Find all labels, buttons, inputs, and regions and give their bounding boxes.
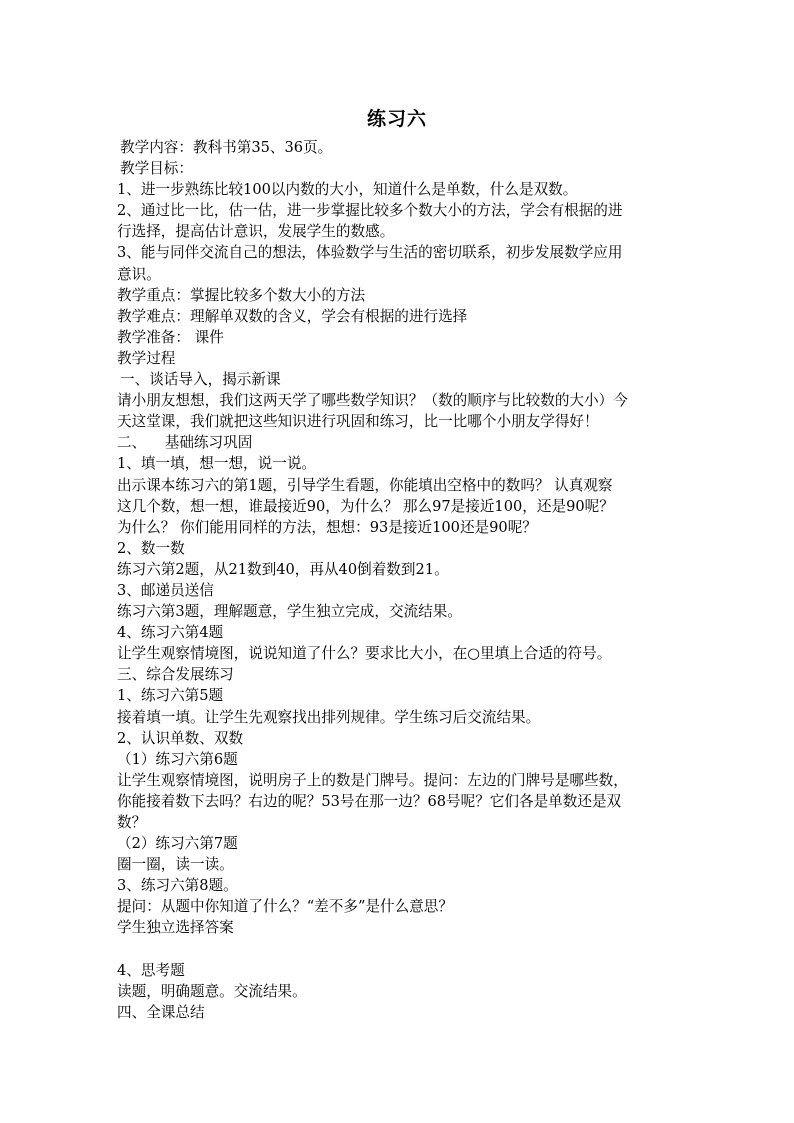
- document-body: [117, 137, 677, 1023]
- item-2-1-text-line-1: 出示课本练习六的第1题，引导学生看题，你能填出空格中的数吗？ 认真观察: [117, 476, 613, 494]
- item-3-2-1-heading: （1）练习六第6题: [117, 750, 238, 768]
- teaching-process-heading: 教学过程: [117, 349, 176, 367]
- item-3-2-heading: 2、认识单数、双数: [117, 729, 244, 747]
- item-2-2-text: 练习六第2题，从21数到40，再从40倒着数到21。: [117, 560, 449, 578]
- document-title: 练习六: [366, 108, 427, 130]
- item-3-3-text-line-2: 学生独立选择答案: [117, 919, 234, 937]
- item-3-2-1-text-line-3: 数？: [117, 814, 147, 831]
- teaching-goals-heading: 教学目标：: [120, 160, 193, 178]
- item-2-4-heading: 4、练习六第4题: [117, 624, 224, 642]
- item-2-3-heading: 3、邮递员送信: [117, 581, 214, 599]
- item-3-2-2-text: 圈一圈，读一读。: [117, 856, 234, 874]
- item-3-1-text: 接着填一填。让学生先观察找出排列规律。学生练习后交流结果。: [117, 708, 541, 726]
- section-3-heading: 三、综合发展练习: [117, 666, 234, 684]
- goal-2-line-2: 行选择，提高估计意识，发展学生的数感。: [117, 223, 395, 241]
- teaching-focus: 教学重点：掌握比较多个数大小的方法: [117, 286, 366, 304]
- item-3-4-heading: 4、思考题: [117, 961, 185, 979]
- goal-1: 1、进一步熟练比较100以内数的大小，知道什么是单数，什么是双数。: [117, 181, 578, 199]
- item-3-2-2-heading: （2）练习六第7题: [117, 835, 238, 853]
- item-3-2-1-text-line-2: 你能接着数下去吗？右边的呢？53号在那一边？68号呢？它们各是单数还是双: [117, 792, 622, 810]
- item-3-3-heading: 3、练习六第8题。: [117, 877, 238, 895]
- section-4-heading: 四、全课总结: [117, 1003, 205, 1021]
- item-2-1-text-line-3: 为什么？ 你们能用同样的方法，想想：93是接近100还是90呢？: [117, 518, 537, 536]
- teaching-difficulty: 教学难点：理解单双数的含义，学会有根据的进行选择: [117, 307, 468, 325]
- section-1-text-line-1: 请小朋友想想，我们这两天学了哪些数学知识？（数的顺序与比较数的大小）今: [117, 392, 628, 410]
- goal-3-line-1: 3、能与同伴交流自己的想法，体验数学与生活的密切联系，初步发展数学应用: [117, 244, 623, 262]
- teaching-preparation: 教学准备： 课件: [117, 328, 224, 346]
- item-2-3-text: 练习六第3题，理解题意，学生独立完成，交流结果。: [117, 603, 462, 621]
- item-2-2-heading: 2、数一数: [117, 539, 185, 557]
- item-2-1-text-line-2: 这几个数，想一想，谁最接近90，为什么？ 那么97是接近100，还是90呢？: [117, 497, 614, 515]
- section-2-heading: 二、 基础练习巩固: [117, 434, 253, 452]
- section-1-heading: 一、谈话导入，揭示新课: [120, 371, 281, 389]
- section-1-text-line-2: 天这堂课，我们就把这些知识进行巩固和练习，比一比哪个小朋友学得好！: [117, 413, 599, 431]
- item-2-4-text: 让学生观察情境图，说说知道了什么？要求比大小，在○里填上合适的符号。: [117, 645, 612, 663]
- goal-2-line-1: 2、通过比一比，估一估，进一步掌握比较多个数大小的方法，学会有根据的进: [117, 202, 623, 220]
- item-3-4-text: 读题，明确题意。交流结果。: [117, 982, 307, 1000]
- item-3-2-1-text-line-1: 让学生观察情境图，说明房子上的数是门牌号。提问：左边的门牌号是哪些数，: [117, 771, 628, 789]
- item-2-1-heading: 1、填一填，想一想，说一说。: [117, 455, 317, 473]
- goal-3-line-2: 意识。: [117, 265, 161, 283]
- teaching-content: 教学内容：教科书第35、36页。: [120, 139, 333, 156]
- blank-line: [117, 939, 677, 960]
- item-3-1-heading: 1、练习六第5题: [117, 687, 224, 705]
- item-3-3-text-line-1: 提问：从题中你知道了什么？“差不多”是什么意思？: [117, 898, 453, 916]
